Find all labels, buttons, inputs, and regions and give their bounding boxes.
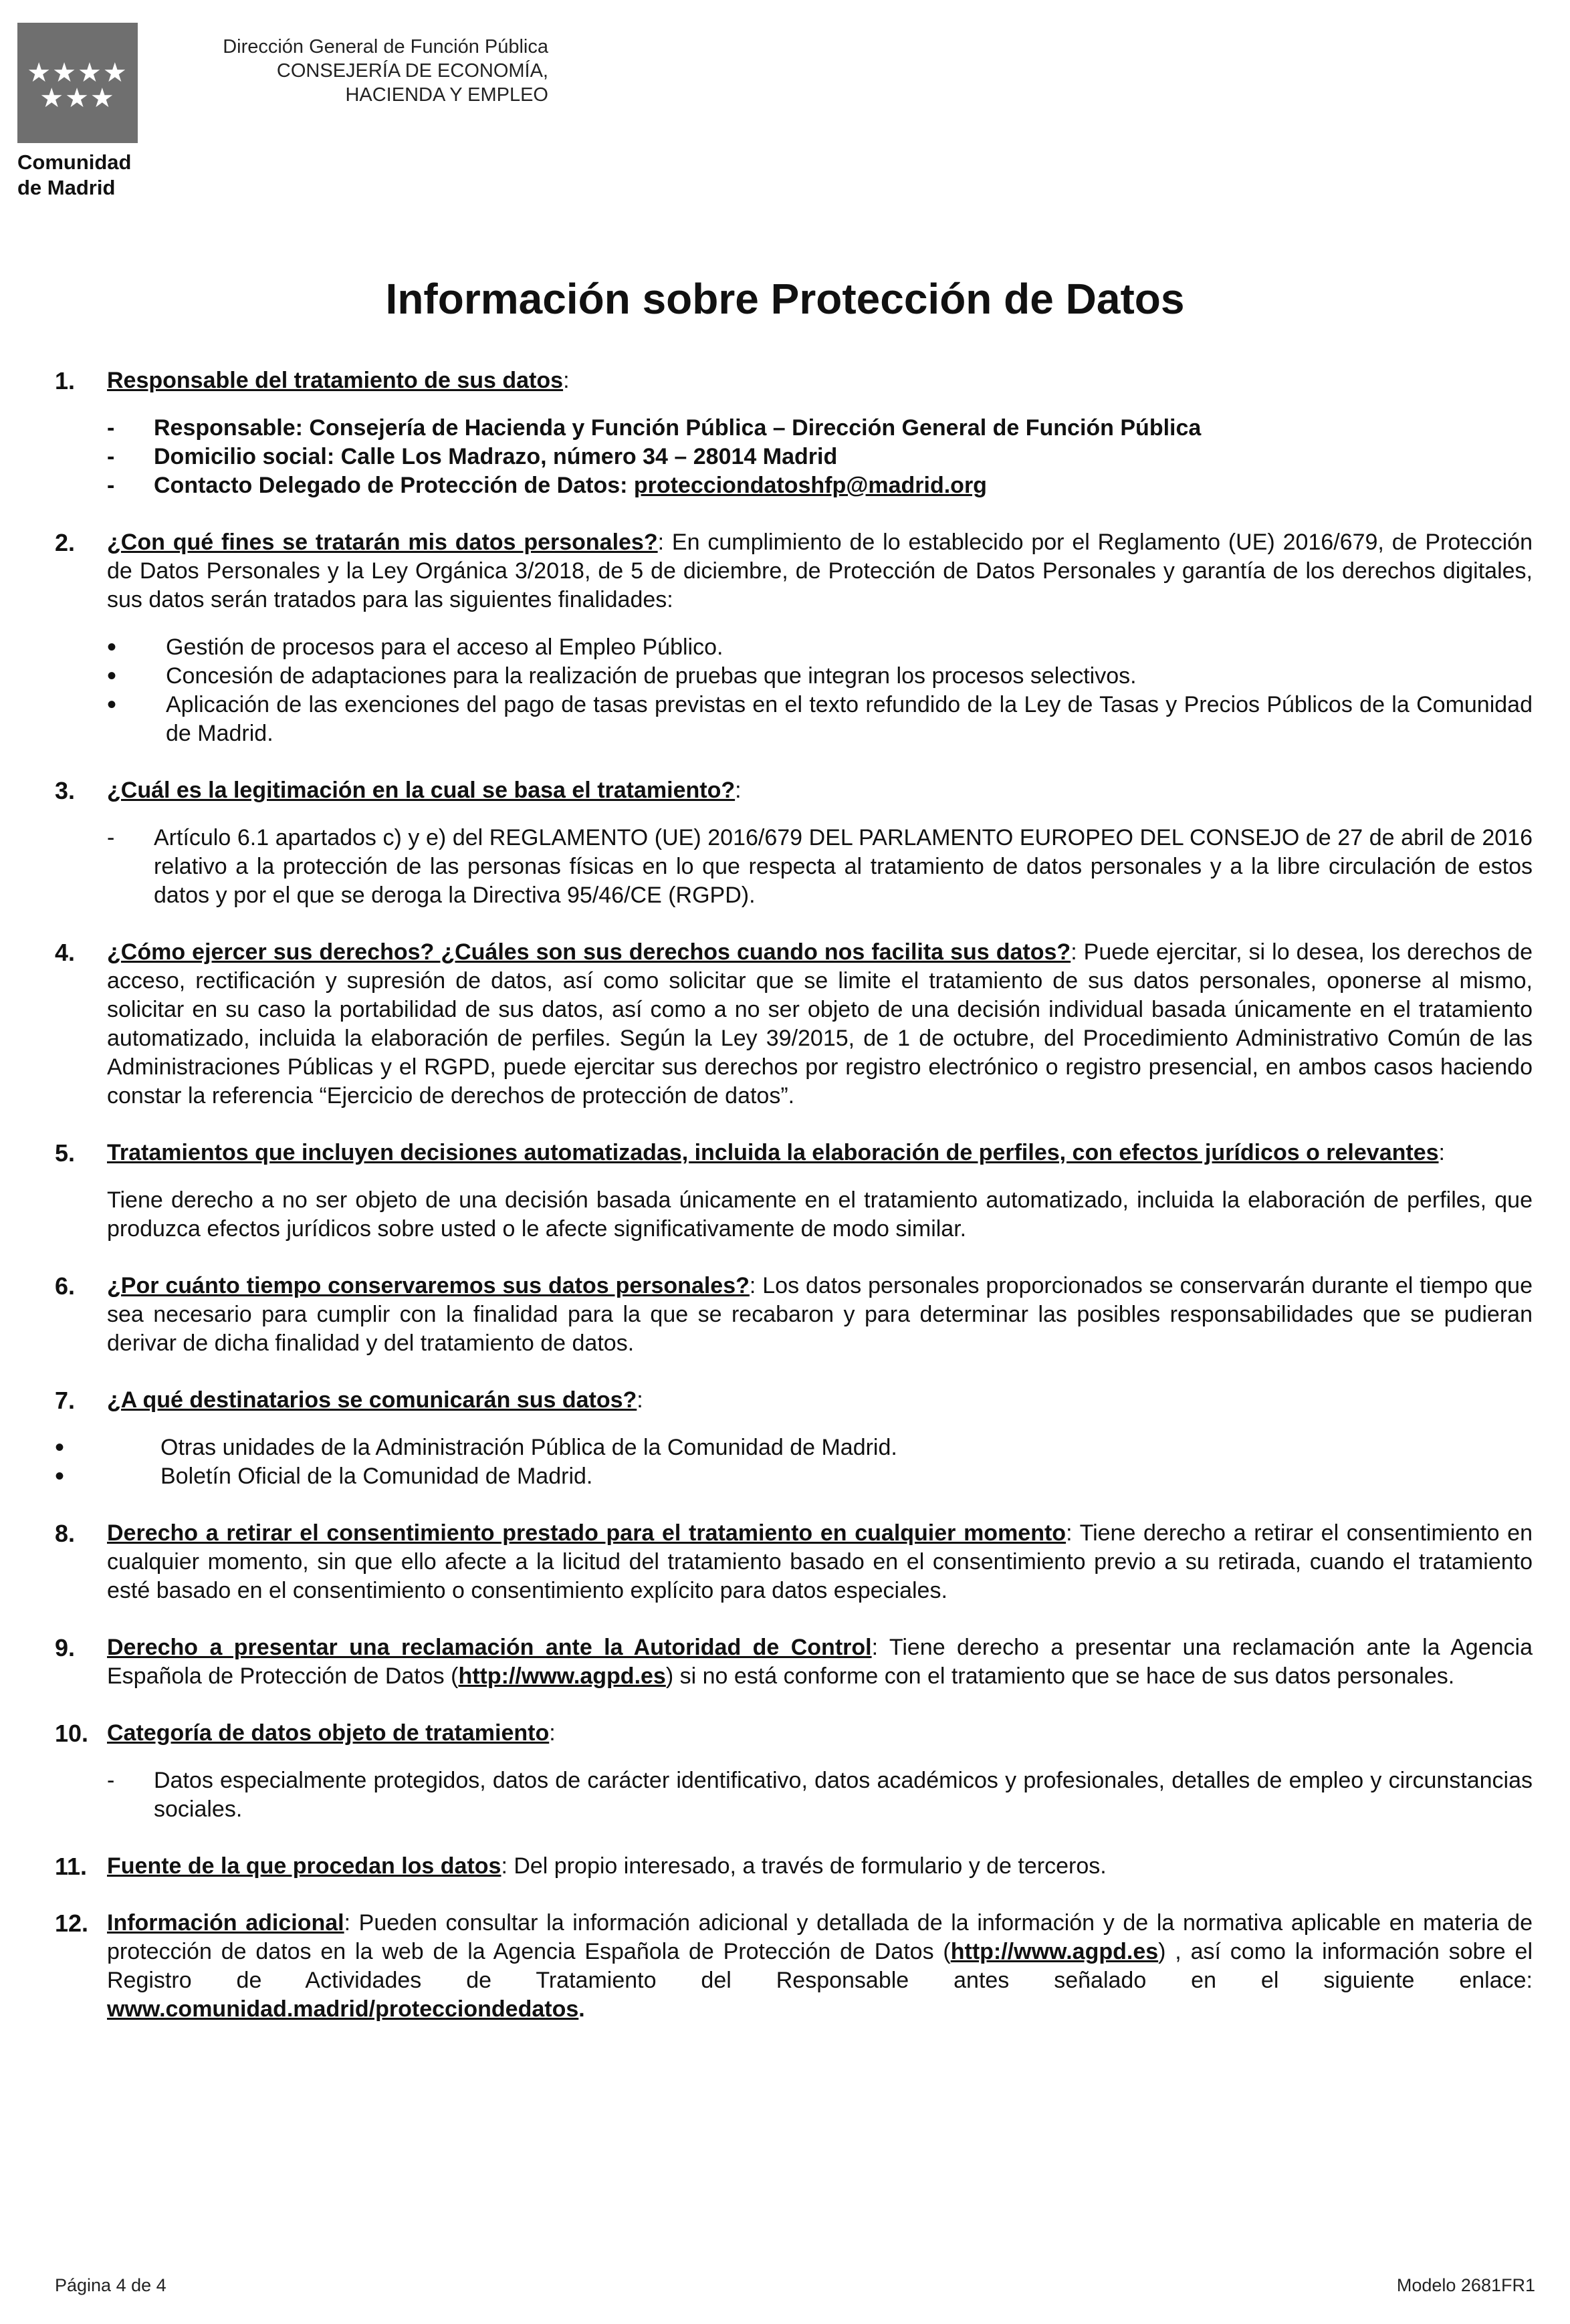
section-6: 6. ¿Por cuánto tiempo conservaremos sus datos personales?: Los datos personales proporcionados se conservarán durante el tiempo que sea necesario para cumplir con la finalidad para la que se recabaron y para determinar las posibles responsabilidades que se pudieran derivar de dicha finalidad y del tratamiento de datos. xyxy=(55,1272,1533,1356)
page-title: Información sobre Protección de Datos xyxy=(385,275,1185,323)
section-heading: Derecho a presentar una reclamación ante la Autoridad de Control xyxy=(107,1635,872,1660)
section-3: 3. ¿Cuál es la legitimación en la cual se basa el tratamiento?: - Artículo 6.1 apartados c) y e) del REGLAMENTO (UE) 2016/679 DEL PARLAMENTO EUROPEO DEL CONSEJO de 27 de abril de 2016 relativo a la protección de las personas físicas en lo que respecta al tratamiento de datos personales y a la libre circulación de estos datos y por el que se deroga la Directiva 95/46/CE (RGPD). xyxy=(55,776,1533,910)
dept-line-3: HACIENDA Y EMPLEO xyxy=(345,84,548,106)
data-categories-list xyxy=(107,1766,1533,1824)
document-body xyxy=(55,366,1533,2052)
section-9: 9. Derecho a presentar una reclamación ante la Autoridad de Control: Tiene derecho a presentar una reclamación ante la Agencia Española de Protección de Datos (http://www.agpd.es) si no está conforme con el tratamiento que se hace de sus datos personales. xyxy=(55,1634,1533,1689)
section-12: 12. Información adicional: Pueden consultar la información adicional y detallada de la información y de la normativa aplicable en materia de protección de datos en la web de la Agencia Española de Protección de Datos (http://www.agpd.es) , así como la información sobre el Registro de Actividades de Tratamiento del Responsable antes señalado en el siguiente enlace: www.comunidad.madrid/protecciondedatos. xyxy=(55,1909,1533,2022)
section-heading: Responsable del tratamiento de sus datos xyxy=(107,368,564,393)
section-7: 7. ¿A qué destinatarios se comunicarán sus datos?: • Otras unidades de la Administración Pública de la Comunidad de Madrid. • Boletín Oficial de la Comunidad de Madrid. xyxy=(55,1386,1533,1491)
section-text: Tiene derecho a no ser objeto de una decisión basada únicamente en el tratamiento automatizado, incluida la elaboración de perfiles, que produzca efectos jurídicos sobre usted o le afecte significativamente de modo similar. xyxy=(107,1187,1533,1242)
contact-email-link[interactable]: protecciondatoshfp@madrid.org xyxy=(633,473,987,498)
stars-icon: ★★★★ ★★★ xyxy=(27,58,128,113)
section-heading: Información adicional xyxy=(107,1910,344,1936)
list-item: - Artículo 6.1 apartados c) y e) del REGLAMENTO (UE) 2016/679 DEL PARLAMENTO EUROPEO DEL CONSEJO de 27 de abril de 2016 relativo a la protección de las personas físicas en lo que respecta al tratamiento de datos personales y a la libre circulación de estos datos y por el que se deroga la Directiva 95/46/CE (RGPD). xyxy=(107,824,1533,910)
section-heading: ¿Por cuánto tiempo conservaremos sus datos personales? xyxy=(107,1273,750,1298)
agpd-link[interactable]: http://www.agpd.es xyxy=(950,1939,1159,1964)
section-10: 10. Categoría de datos objeto de tratamiento: - Datos especialmente protegidos, datos de carácter identificativo, datos académicos y profesionales, detalles de empleo y circunstancias sociales. xyxy=(55,1719,1533,1824)
section-heading: Categoría de datos objeto de tratamiento xyxy=(107,1720,550,1746)
recipients-list xyxy=(55,1433,1533,1491)
section-heading: Fuente de la que procedan los datos xyxy=(107,1853,501,1879)
proteccion-datos-link[interactable]: www.comunidad.madrid/protecciondedatos xyxy=(107,1996,579,2022)
responsable-list xyxy=(107,414,1533,500)
section-heading: ¿Cómo ejercer sus derechos? ¿Cuáles son sus derechos cuando nos facilita sus datos? xyxy=(107,939,1071,965)
section-heading: ¿Con qué fines se tratarán mis datos personales? xyxy=(107,530,658,555)
department-header xyxy=(160,35,548,107)
list-item: - Contacto Delegado de Protección de Datos: protecciondatoshfp@madrid.org xyxy=(107,471,1533,500)
section-8: 8. Derecho a retirar el consentimiento prestado para el tratamiento en cualquier momento: Tiene derecho a retirar el consentimiento en cualquier momento, sin que ello afecte a la licitud del tratamiento basado en el consentimiento previo a su retirada, cuando el tratamiento esté basado en el consentimiento o consentimiento explícito para datos especiales. xyxy=(55,1520,1533,1603)
section-5: 5. Tratamientos que incluyen decisiones automatizadas, incluida la elaboración de perfiles, con efectos jurídicos o relevantes: Tiene derecho a no ser objeto de una decisión basada únicamente en el tratamiento automatizado, incluida la elaboración de perfiles, que produzca efectos jurídicos sobre usted o le afecte significativamente de modo similar. xyxy=(55,1139,1533,1244)
list-item: • Boletín Oficial de la Comunidad de Madrid. xyxy=(55,1462,1533,1491)
section-heading: Derecho a retirar el consentimiento prestado para el tratamiento en cualquier momento xyxy=(107,1520,1067,1546)
dept-line-1: Dirección General de Función Pública xyxy=(223,36,548,57)
logo-flag xyxy=(17,23,138,143)
list-item: - Responsable: Consejería de Hacienda y Función Pública – Dirección General de Función Pública xyxy=(107,414,1533,443)
section-4: 4. ¿Cómo ejercer sus derechos? ¿Cuáles son sus derechos cuando nos facilita sus datos?: Puede ejercitar, si lo desea, los derechos de acceso, rectificación y supresión de datos, así como solicitar que se limite el tratamiento de sus datos personales, oponerse al mismo, solicitar en su caso la portabilidad de sus datos, así como a no ser objeto de una decisión individual basada únicamente en el tratamiento automatizado, incluida la elaboración de perfiles. Según la Ley 39/2015, de 1 de octubre, del Procedimiento Administrativo Común de las Administraciones Públicas y el RGPD, puede ejercitar sus derechos por registro electrónico o registro presencial, en ambos casos haciendo constar la referencia “Ejercicio de derechos de protección de datos”. xyxy=(55,939,1533,1109)
list-item: - Domicilio social: Calle Los Madrazo, número 34 – 28014 Madrid xyxy=(107,443,1533,471)
section-heading: Tratamientos que incluyen decisiones automatizadas, incluida la elaboración de perfiles, con efectos jurídicos o relevantes xyxy=(107,1140,1439,1165)
section-1: 1. Responsable del tratamiento de sus datos: - Responsable: Consejería de Hacienda y Función Pública – Dirección General de Función Pública - Domicilio social: Calle Los Madrazo, número 34 – 28014 Madrid - Contacto Delegado de Protección de Datos: protecciondatoshfp@madrid.org xyxy=(55,366,1533,500)
purposes-list xyxy=(107,633,1533,748)
page-number: Página 4 de 4 xyxy=(55,2275,166,2295)
list-item: • Concesión de adaptaciones para la realización de pruebas que integran los procesos selectivos. xyxy=(107,662,1533,691)
agpd-link[interactable]: http://www.agpd.es xyxy=(458,1663,666,1689)
section-11: 11. Fuente de la que procedan los datos: Del propio interesado, a través de formulario y de terceros. xyxy=(55,1853,1107,1880)
dept-line-2: CONSEJERÍA DE ECONOMÍA, xyxy=(276,60,548,82)
section-heading: ¿Cuál es la legitimación en la cual se basa el tratamiento? xyxy=(107,778,736,803)
section-heading: ¿A qué destinatarios se comunicarán sus datos? xyxy=(107,1387,637,1413)
list-item: • Gestión de procesos para el acceso al Empleo Público. xyxy=(107,633,1533,662)
logo-text: Comunidad de Madrid xyxy=(17,150,132,199)
comunidad-madrid-logo xyxy=(17,23,138,201)
list-item: • Otras unidades de la Administración Pública de la Comunidad de Madrid. xyxy=(55,1433,1533,1462)
list-item: - Datos especialmente protegidos, datos de carácter identificativo, datos académicos y profesionales, detalles de empleo y circunstancias sociales. xyxy=(107,1766,1533,1824)
legitimation-list xyxy=(107,824,1533,910)
model-code: Modelo 2681FR1 xyxy=(1396,2275,1535,2295)
list-item: • Aplicación de las exenciones del pago de tasas previstas en el texto refundido de la Ley de Tasas y Precios Públicos de la Comunidad de Madrid. xyxy=(107,691,1533,748)
section-2: 2. ¿Con qué fines se tratarán mis datos personales?: En cumplimiento de lo establecido por el Reglamento (UE) 2016/679, de Protección de Datos Personales y la Ley Orgánica 3/2018, de 5 de diciembre, de Protección de Datos Personales y garantía de los derechos digitales, sus datos serán tratados para las siguientes finalidades: • Gestión de procesos para el acceso al Empleo Público. • Concesión de adaptaciones para la realización de pruebas que integran los procesos selectivos. • Aplicación de las exenciones del pago de tasas previstas en el texto refundido de la Ley de Tasas y Precios Públicos de la Comunidad de Madrid. xyxy=(55,528,1533,748)
